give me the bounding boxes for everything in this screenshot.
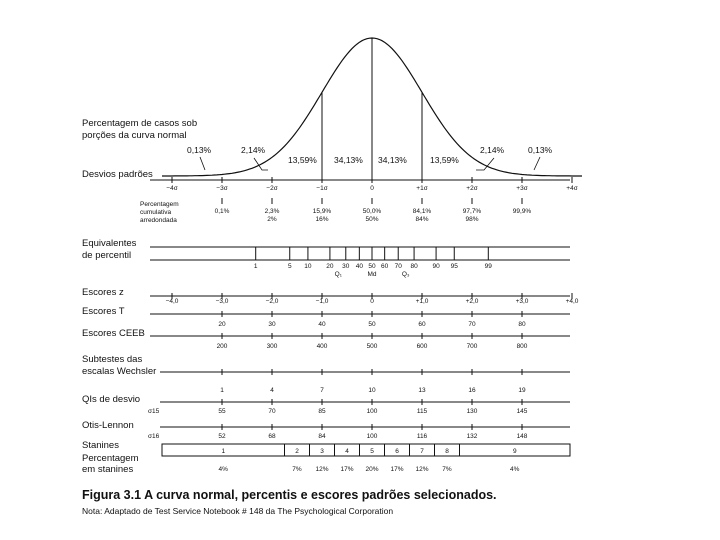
stanine-value: 1 (221, 448, 226, 455)
percentile-tick-label: 99 (484, 263, 492, 270)
cumulative-label-3: arredondada (140, 217, 177, 224)
cumulative-top-label: 99,9% (512, 208, 532, 215)
qi-sd: σ15 (148, 408, 160, 415)
qi-tick-label: 130 (466, 408, 478, 415)
ceeb-label: Escores CEEB (82, 328, 145, 339)
figure-note: Nota: Adaptado de Test Service Notebook # 148 da The Psychological Corporation (82, 506, 394, 516)
stanine-percent: 4% (510, 466, 520, 473)
percentile-tick-label: 80 (410, 263, 418, 270)
ceeb-tick-label: 200 (216, 343, 228, 350)
desvios-ticks (166, 177, 577, 192)
z-tick-label: +1,0 (415, 298, 429, 305)
cumulative-bottom-label: 84% (415, 216, 429, 223)
otis-tick-label: 52 (218, 433, 226, 440)
stanine-value: 9 (512, 448, 517, 455)
z-tick-label: 0 (370, 298, 374, 305)
wechsler-label-1: Subtestes das (82, 354, 143, 365)
stanine-percent: 7% (442, 466, 452, 473)
ceeb-tick-label: 600 (416, 343, 428, 350)
z-tick-label: +3,0 (515, 298, 529, 305)
percentile-label-2: de percentil (82, 250, 132, 261)
cumulative-bottom-label: 16% (315, 216, 329, 223)
desvios-tick-label: +2σ (466, 185, 478, 192)
cumulative-top-label: 97,7% (462, 208, 482, 215)
otis-tick-label: 148 (516, 433, 528, 440)
desvios-tick-label: 0 (370, 185, 374, 192)
percentile-tick-label: 60 (381, 263, 389, 270)
desvios-tick-label: +4σ (566, 185, 578, 192)
qi-tick-label: 100 (366, 408, 378, 415)
t-tick-label: 40 (318, 321, 326, 328)
area-label-7: 2,14% (480, 145, 505, 155)
otis-ticks (218, 424, 527, 440)
stanine-percent: 12% (415, 466, 429, 473)
wechsler-tick-label: 16 (468, 387, 476, 394)
stanine-pct-label-1: Percentagem (82, 453, 139, 464)
desvios-tick-label: −3σ (216, 185, 228, 192)
qi-tick-label: 55 (218, 408, 226, 415)
ceeb-tick-label: 400 (316, 343, 328, 350)
wechsler-tick-label: 1 (220, 387, 224, 394)
otis-tick-label: 116 (416, 433, 428, 440)
ceeb-tick-label: 800 (516, 343, 528, 350)
stanine-percent: 17% (340, 466, 354, 473)
t-tick-label: 70 (468, 321, 476, 328)
wechsler-ticks (220, 369, 526, 394)
qi-label: QIs de desvio (82, 394, 141, 405)
caption-title: Figura 3.1 (82, 488, 142, 502)
wechsler-tick-label: 4 (270, 387, 274, 394)
cumulative-top-label: 15,9% (312, 208, 332, 215)
ceeb-tick-label: 500 (366, 343, 378, 350)
stanine-percent: 4% (218, 466, 228, 473)
t-tick-label: 80 (518, 321, 526, 328)
area-label-5: 34,13% (378, 155, 407, 165)
quartile-label: Q₃ (401, 271, 410, 278)
quartile-label: Md (367, 271, 377, 278)
desvios-tick-label: −1σ (316, 185, 328, 192)
percentile-tick-label: 90 (432, 263, 440, 270)
desvios-tick-label: −2σ (266, 185, 278, 192)
percentile-tick-label: 95 (450, 263, 458, 270)
percentile-ticks (254, 247, 492, 278)
cumulative-top-label: 50,0% (362, 208, 382, 215)
qi-tick-label: 70 (268, 408, 276, 415)
desvios-tick-label: +1σ (416, 185, 428, 192)
wechsler-tick-label: 10 (368, 387, 376, 394)
stanine-value: 2 (295, 448, 299, 455)
stanines-label: Stanines (82, 440, 119, 451)
cumulative-top-label: 84,1% (412, 208, 432, 215)
cumulative-bottom-label: 98% (465, 216, 479, 223)
otis-tick-label: 68 (268, 433, 276, 440)
quartile-label: Q₁ (334, 271, 342, 278)
percentile-tick-label: 5 (287, 263, 292, 270)
stanine-percentages (219, 466, 520, 473)
percentile-tick-label: 20 (326, 263, 334, 270)
desvios-tick-label: −4σ (166, 185, 178, 192)
z-tick-label: −1,0 (315, 298, 329, 305)
qi-ticks (218, 399, 527, 415)
cumulative-ticks (215, 198, 532, 223)
cumulative-top-label: 0,1% (214, 208, 230, 215)
otis-tick-label: 84 (318, 433, 326, 440)
stanine-value: 6 (395, 448, 399, 455)
z-tick-label: +2,0 (465, 298, 479, 305)
cumulative-top-label: 2,3% (264, 208, 280, 215)
stanine-value: 8 (445, 448, 449, 455)
stanine-boxes (162, 444, 570, 456)
stanine-percent: 17% (390, 466, 404, 473)
t-tick-label: 30 (268, 321, 276, 328)
area-label-8: 0,13% (528, 145, 553, 155)
percentile-tick-label: 70 (394, 263, 402, 270)
cumulative-label-1: Percentagem (140, 201, 179, 208)
percentile-tick-label: 50 (368, 263, 376, 270)
stanine-value: 7 (420, 448, 424, 455)
cumulative-label-2: cumulativa (140, 209, 172, 216)
caption-text: A curva normal, percentis e escores padrões selecionados. (144, 488, 497, 502)
desvios-tick-label: +3σ (516, 185, 528, 192)
stanine-value: 4 (345, 448, 349, 455)
area-label-1: 0,13% (187, 145, 212, 155)
z-tick-label: −2,0 (265, 298, 279, 305)
t-tick-label: 60 (418, 321, 426, 328)
wechsler-tick-label: 7 (320, 387, 324, 394)
t-label: Escores T (82, 306, 125, 317)
curve-title-line2: porções da curva normal (82, 130, 187, 141)
wechsler-tick-label: 13 (418, 387, 426, 394)
ceeb-tick-label: 700 (466, 343, 478, 350)
percentile-tick-label: 30 (342, 263, 350, 270)
wechsler-label-2: escalas Wechsler (82, 366, 157, 377)
percentile-label-1: Equivalentes (82, 238, 137, 249)
cumulative-bottom-label: 50% (365, 216, 379, 223)
stanine-percent: 7% (292, 466, 302, 473)
otis-tick-label: 100 (366, 433, 378, 440)
stanine-percent: 20% (365, 466, 379, 473)
figure-caption (82, 488, 497, 502)
z-tick-label: −4,0 (165, 298, 179, 305)
percentile-tick-label: 40 (355, 263, 363, 270)
curve-title-line1: Percentagem de casos sob (82, 118, 198, 129)
t-tick-label: 50 (368, 321, 376, 328)
qi-tick-label: 145 (516, 408, 528, 415)
stanine-percent: 12% (315, 466, 329, 473)
wechsler-tick-label: 19 (518, 387, 526, 394)
percentile-tick-label: 10 (304, 263, 312, 270)
z-tick-label: +4,0 (565, 298, 579, 305)
z-label: Escores z (82, 287, 124, 298)
area-label-2: 2,14% (241, 145, 266, 155)
area-label-3: 13,59% (288, 155, 317, 165)
stanine-value: 3 (320, 448, 324, 455)
ceeb-tick-label: 300 (266, 343, 278, 350)
z-ticks (166, 293, 579, 305)
area-label-4: 34,13% (334, 155, 363, 165)
stanine-pct-label-2: em stanines (82, 464, 134, 475)
cumulative-bottom-label: 2% (267, 216, 277, 223)
area-label-6: 13,59% (430, 155, 459, 165)
desvios-label: Desvios padrões (82, 169, 153, 180)
otis-sd: σ16 (148, 433, 160, 440)
stanine-value: 5 (370, 448, 374, 455)
percentile-tick-label: 1 (253, 263, 258, 270)
qi-tick-label: 85 (318, 408, 326, 415)
otis-tick-label: 132 (466, 433, 478, 440)
z-tick-label: −3,0 (215, 298, 229, 305)
qi-tick-label: 115 (416, 408, 428, 415)
t-tick-label: 20 (218, 321, 226, 328)
otis-label: Otis-Lennon (82, 420, 134, 431)
